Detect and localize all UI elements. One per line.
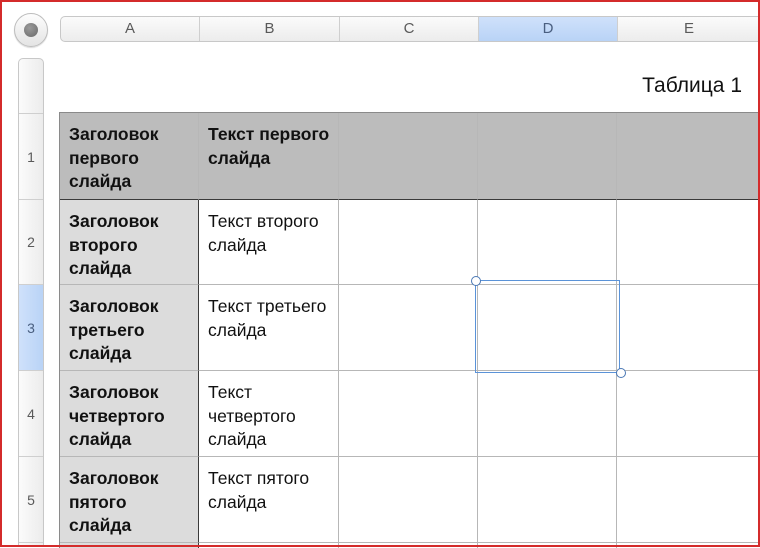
row-header-1[interactable]: 1 [19, 113, 43, 199]
cell-b3[interactable]: Текст третьего слайда [199, 285, 339, 371]
cell-a2[interactable]: Заголовок второго слайда [60, 200, 199, 285]
row-header-4[interactable]: 4 [19, 370, 43, 456]
cell-c5[interactable] [339, 457, 478, 543]
cell-a5[interactable]: Заголовок пятого слайда [60, 457, 199, 543]
cell-b4[interactable]: Текст четвертого слайда [199, 371, 339, 457]
cell-c2[interactable] [339, 200, 478, 285]
cell-d1[interactable] [478, 113, 617, 200]
circle-icon [24, 23, 38, 37]
cell-e4[interactable] [617, 371, 760, 457]
cell-e2[interactable] [617, 200, 760, 285]
cell-a1[interactable]: Заголовок первого слайда [60, 113, 199, 200]
cell-selection-d3[interactable] [475, 280, 620, 373]
cell-c3[interactable] [339, 285, 478, 371]
cell-d2[interactable] [478, 200, 617, 285]
row-header-6[interactable] [19, 542, 43, 547]
cell-b6[interactable] [199, 543, 339, 548]
column-header-a[interactable]: A [61, 17, 200, 41]
cell-b2[interactable]: Текст второго слайда [199, 200, 339, 285]
cell-e1[interactable] [617, 113, 760, 200]
cell-c4[interactable] [339, 371, 478, 457]
cell-d4[interactable] [478, 371, 617, 457]
column-header-c[interactable]: C [340, 17, 479, 41]
cell-e5[interactable] [617, 457, 760, 543]
cell-a3[interactable]: Заголовок третьего слайда [60, 285, 199, 371]
column-header-bar [60, 16, 760, 42]
cell-a6[interactable] [60, 543, 199, 548]
cell-d6[interactable] [478, 543, 617, 548]
column-header-e[interactable]: E [618, 17, 760, 41]
cell-b5[interactable]: Текст пятого слайда [199, 457, 339, 543]
cell-a4[interactable]: Заголовок четвертого слайда [60, 371, 199, 457]
cell-d5[interactable] [478, 457, 617, 543]
column-header-b[interactable]: B [200, 17, 340, 41]
cell-c6[interactable] [339, 543, 478, 548]
cell-e3[interactable] [617, 285, 760, 371]
cell-b1[interactable]: Текст первого слайда [199, 113, 339, 200]
table-grid [59, 112, 760, 548]
selection-handle-top-left[interactable] [471, 276, 481, 286]
select-all-button[interactable] [14, 13, 48, 47]
selection-handle-bottom-right[interactable] [616, 368, 626, 378]
row-header-2[interactable]: 2 [19, 199, 43, 284]
cell-c1[interactable] [339, 113, 478, 200]
row-header-5[interactable]: 5 [19, 456, 43, 542]
row-header-3[interactable]: 3 [19, 284, 43, 370]
column-header-d[interactable]: D [479, 17, 618, 41]
table-title[interactable]: Таблица 1 [642, 74, 742, 97]
row-header-bar [18, 58, 44, 547]
cell-e6[interactable] [617, 543, 760, 548]
